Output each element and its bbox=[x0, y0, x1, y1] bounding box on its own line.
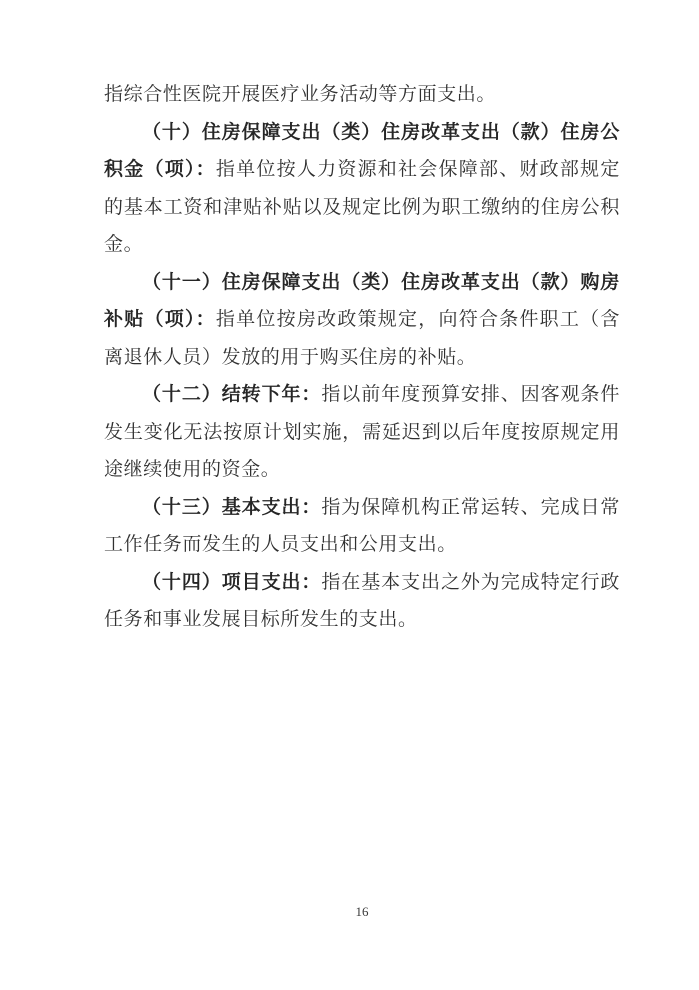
definition-paragraph-10 bbox=[104, 114, 620, 264]
continuation-paragraph: 指综合性医院开展医疗业务活动等方面支出。 bbox=[104, 84, 497, 105]
definition-text: 指单位按人力资源和社会保障部、财政部规定的基本工资和津贴补贴以及规定比例为职工缴纳的住房公积金。 bbox=[104, 159, 620, 255]
definition-paragraph-14 bbox=[104, 564, 620, 639]
definition-text: 指为保障机构正常运转、完成日常工作任务而发生的人员支出和公用支出。 bbox=[104, 496, 620, 555]
page-number: 16 bbox=[355, 904, 369, 919]
definition-text: 指单位按房改政策规定，向符合条件职工（含离退休人员）发放的用于购买住房的补贴。 bbox=[104, 309, 620, 368]
definition-text: 指在基本支出之外为完成特定行政任务和事业发展目标所发生的支出。 bbox=[104, 571, 620, 630]
definition-term: （十二）结转下年： bbox=[142, 384, 322, 405]
definition-paragraph-11 bbox=[104, 264, 620, 377]
definition-text: 指以前年度预算安排、因客观条件发生变化无法按原计划实施，需延迟到以后年度按原规定用途继续使用的资金。 bbox=[104, 384, 620, 480]
definition-term: （十三）基本支出： bbox=[142, 496, 322, 518]
text-block bbox=[104, 76, 620, 639]
definition-paragraph-13 bbox=[104, 489, 620, 564]
definition-term: （十）住房保障支出（类）住房改革支出（款）住房公积金（项）： bbox=[104, 121, 620, 180]
definition-term: （十四）项目支出： bbox=[142, 571, 322, 593]
definition-term: （十一）住房保障支出（类）住房改革支出（款）购房补贴（项）： bbox=[104, 271, 620, 330]
definition-paragraph-12 bbox=[104, 376, 620, 489]
